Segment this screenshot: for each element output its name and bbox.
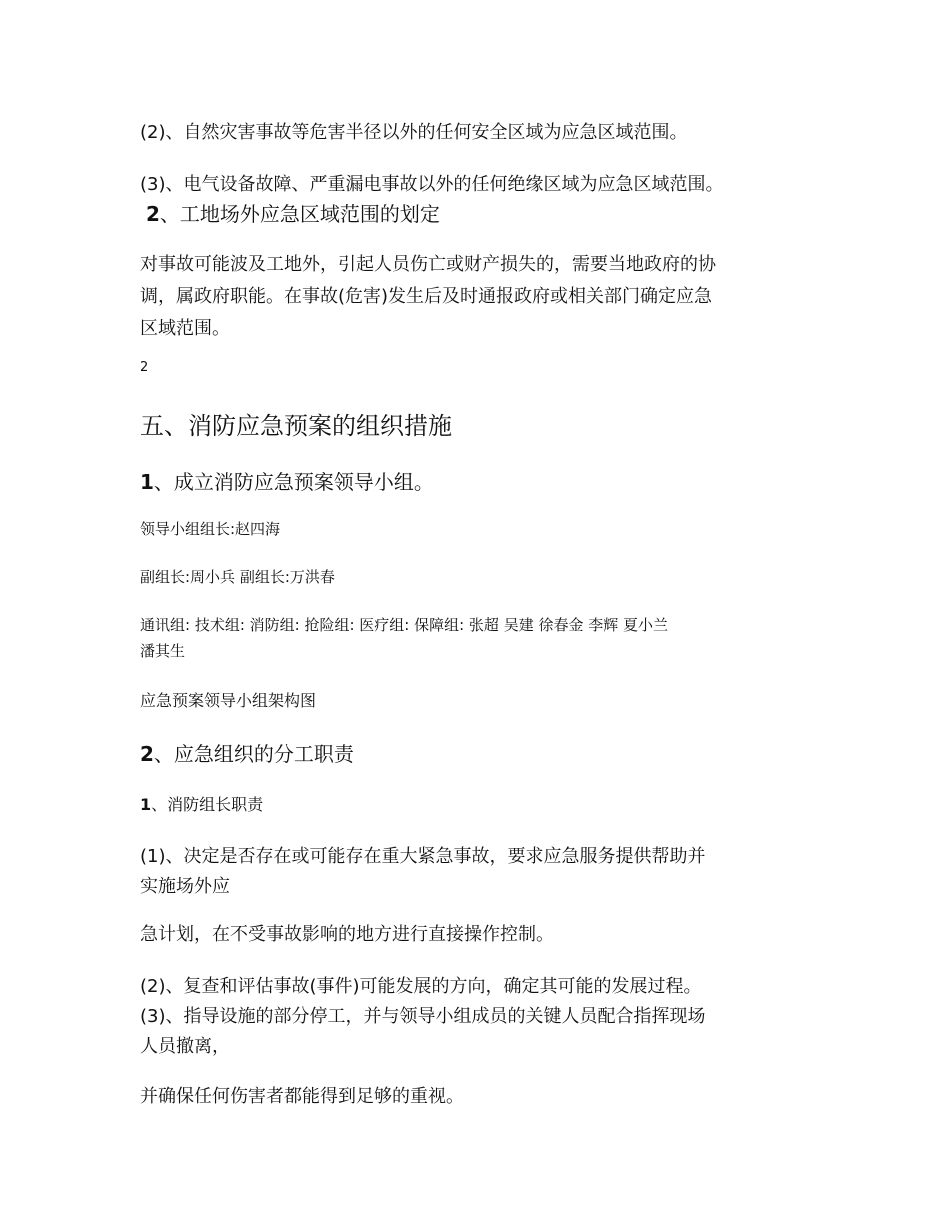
subheading-text: 、成立消防应急预案领导小组。 (153, 470, 434, 494)
duty-heading-number: 1 (140, 795, 152, 814)
subheading-number: 2 (140, 742, 154, 766)
section4-item-2: (2)、自然灾害事故等危害半径以外的任何安全区域为应急区域范围。 (140, 122, 688, 143)
duty-1-line-1: (1)、决定是否存在或可能存在重大紧急事故，要求应急服务提供帮助并 (140, 846, 706, 867)
subheading-number: 1 (140, 470, 154, 494)
duty-1-line-2: 实施场外应 (140, 876, 230, 897)
paragraph-offsite-line-3: 区域范围。 (140, 318, 230, 339)
org-chart-label: 应急预案领导小组架构图 (140, 691, 317, 710)
groups-line-2: 潘其生 (140, 642, 186, 660)
duty-3-line-3: 并确保任何伤害者都能得到足够的重视。 (140, 1086, 464, 1107)
subheading-duties (140, 738, 354, 767)
leader-line: 领导小组组长:赵四海 (140, 520, 281, 538)
groups-line-1: 通讯组: 技术组: 消防组: 抢险组: 医疗组: 保障组: 张超 吴建 徐春金 李辉 夏小兰 (140, 616, 669, 634)
paragraph-offsite-line-1: 对事故可能波及工地外，引起人员伤亡或财产损失的，需要当地政府的协 (140, 254, 716, 275)
duty-2: (2)、复查和评估事故(事件)可能发展的方向，确定其可能的发展过程。 (140, 976, 702, 997)
subheading-text: 、工地场外应急区域范围的划定 (159, 202, 440, 226)
duty-heading (140, 792, 263, 815)
duty-1-line-3: 急计划，在不受事故影响的地方进行直接操作控制。 (140, 924, 554, 945)
subheading-text: 、应急组织的分工职责 (153, 742, 354, 766)
subheading-offsite-range (146, 198, 440, 227)
section5-heading: 五、消防应急预案的组织措施 (140, 412, 452, 440)
duty-3-line-2: 人员撤离， (140, 1036, 230, 1057)
page-number: 2 (140, 360, 149, 375)
duty-3-line-1: (3)、指导设施的部分停工，并与领导小组成员的关键人员配合指挥现场 (140, 1006, 706, 1027)
duty-heading-text: 、消防组长职责 (151, 795, 264, 814)
section4-item-3: (3)、电气设备故障、严重漏电事故以外的任何绝缘区域为应急区域范围。 (140, 174, 724, 195)
subheading-number: 2 (146, 202, 160, 226)
paragraph-offsite-line-2: 调，属政府职能。在事故(危害)发生后及时通报政府或相关部门确定应急 (140, 286, 713, 307)
deputy-line: 副组长:周小兵 副组长:万洪春 (140, 568, 335, 586)
subheading-leadership-group (140, 466, 434, 495)
